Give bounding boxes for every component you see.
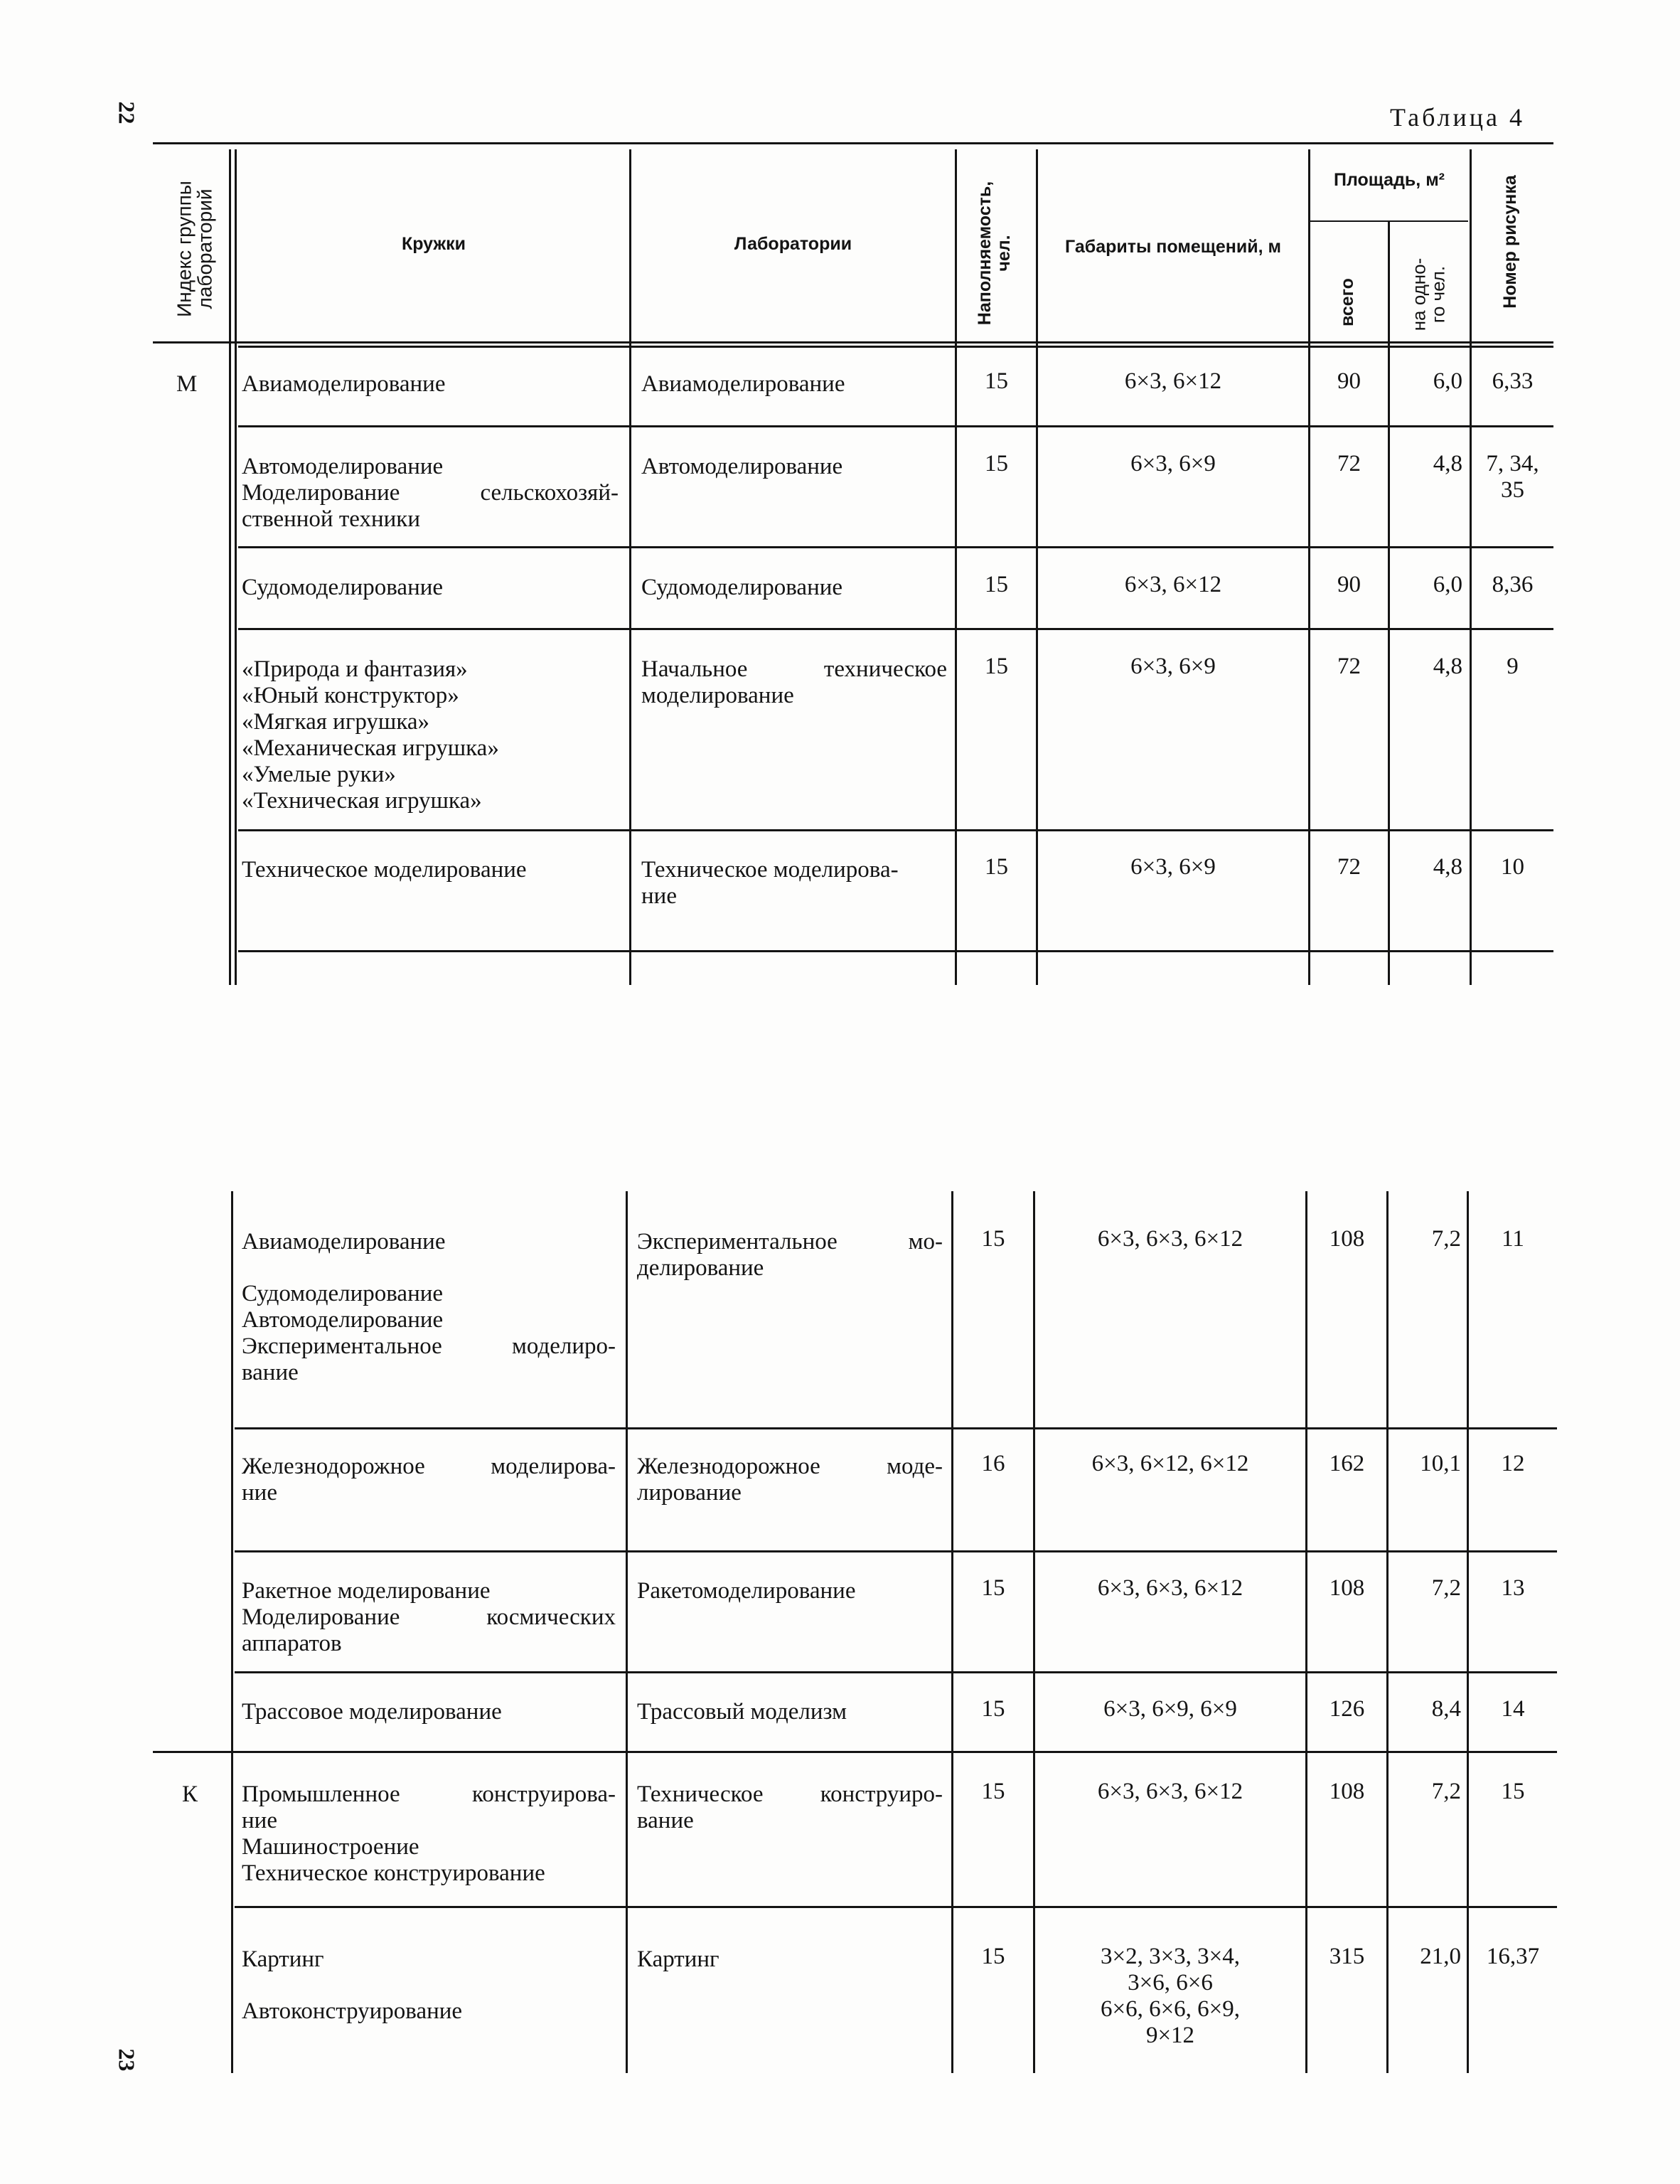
cell-clubs: Автомоделирование — [242, 454, 444, 479]
cell-sizes — [1038, 854, 1308, 880]
cell-sizes — [1038, 368, 1308, 395]
cell-clubs: Судомоделирование — [242, 1281, 444, 1306]
header-occupancy: Наполняемость, чел. — [975, 181, 1014, 326]
cell-lab: Техническое конструиро- — [637, 1781, 943, 1807]
header-labs: Лаборатории — [734, 234, 852, 254]
cell-clubs: «Юный конструктор» — [242, 683, 459, 708]
header-room-sizes: Габариты помещений, м — [1065, 237, 1281, 257]
cell-figure: 13 — [1501, 1575, 1525, 1601]
cell-figure — [1472, 368, 1553, 395]
cell-clubs: Машиностроение — [242, 1834, 419, 1860]
cell-occupancy: 15 — [981, 1575, 1005, 1601]
cell-clubs — [242, 1578, 616, 1657]
cell-clubs: «Умелые руки» — [242, 762, 396, 787]
cell-clubs: Ракетное моделирование — [242, 1578, 491, 1604]
cell-occupancy: 15 — [985, 654, 1008, 679]
cell-occupancy: 15 — [981, 1696, 1005, 1722]
cell-sizes: 6×3, 6×9, 6×9 — [1103, 1696, 1237, 1722]
cell-total: 315 — [1329, 1944, 1365, 1969]
cell-sizes — [1038, 572, 1308, 598]
cell-clubs: «Мягкая игрушка» — [242, 709, 430, 735]
cell-per-person: 4,8 — [1433, 854, 1462, 880]
cell-sizes: 3×6, 6×6 — [1128, 1970, 1213, 1996]
cell-sizes: 6×3, 6×9 — [1130, 854, 1216, 880]
cell-clubs — [242, 1973, 616, 1998]
cell-figure: 8,36 — [1492, 572, 1534, 597]
cell-occupancy: 15 — [981, 1779, 1005, 1804]
cell-per-person: 10,1 — [1420, 1451, 1461, 1476]
cell-figure: 14 — [1501, 1696, 1525, 1722]
cell-sizes: 6×3, 6×12, 6×12 — [1091, 1451, 1249, 1476]
cell-clubs — [242, 1946, 616, 2025]
cell-figure — [1472, 654, 1553, 680]
cell-clubs: Промышленное конструирова- — [242, 1781, 616, 1807]
cell-sizes — [1038, 654, 1308, 680]
page-number-top: 22 — [114, 101, 140, 124]
cell-sizes: 9×12 — [1145, 2023, 1195, 2048]
cell-clubs: «Природа и фантазия» — [242, 656, 468, 682]
cell-clubs — [242, 1255, 616, 1281]
cell-clubs — [242, 1229, 616, 1386]
cell-clubs: Моделирование космических — [242, 1604, 616, 1630]
cell-per-person: 6,0 — [1433, 368, 1462, 394]
cell-lab — [637, 1578, 943, 1604]
cell-sizes — [1035, 1696, 1305, 1722]
cell-lab: Ракетомоделирование — [637, 1578, 856, 1604]
cell-clubs: Техническое конструирование — [242, 1860, 545, 1886]
cell-sizes — [1035, 1451, 1305, 1477]
cell-clubs — [242, 371, 619, 398]
cell-total: 72 — [1337, 854, 1361, 880]
cell-clubs: Судомоделирование — [242, 575, 444, 600]
cell-sizes — [1035, 1944, 1305, 2049]
header-group-index: Индекс группы лабораторий — [173, 181, 216, 317]
table-caption: Таблица 4 — [1390, 103, 1525, 132]
cell-clubs: ние — [242, 1808, 277, 1833]
cell-clubs: Техническое моделирование — [242, 857, 527, 883]
cell-lab — [637, 1699, 943, 1725]
cell-lab: Техническое моделирова- — [641, 857, 899, 883]
cell-per-person: 7,2 — [1431, 1575, 1461, 1601]
cell-lab: Картинг — [637, 1946, 719, 1972]
cell-lab: Экспериментальное мо- — [637, 1229, 943, 1255]
cell-sizes: 6×3, 6×9 — [1130, 654, 1216, 679]
cell-per-person: 4,8 — [1433, 654, 1462, 679]
cell-per-person: 4,8 — [1433, 451, 1462, 476]
cell-sizes: 6×6, 6×6, 6×9, — [1100, 1996, 1241, 2022]
cell-clubs: вание — [242, 1360, 299, 1385]
cell-figure — [1469, 1779, 1557, 1805]
cell-clubs: Железнодорожное моделирова- — [242, 1454, 616, 1479]
cell-total: 90 — [1337, 572, 1361, 597]
cell-lab: Трассовый моделизм — [637, 1699, 847, 1725]
cell-occupancy: 15 — [985, 572, 1008, 597]
cell-clubs: ние — [242, 1480, 277, 1506]
cell-lab — [641, 575, 947, 601]
cell-figure — [1472, 854, 1553, 880]
cell-lab: вание — [637, 1808, 694, 1833]
cell-figure: 6,33 — [1492, 368, 1534, 394]
cell-clubs — [242, 454, 619, 533]
cell-figure: 12 — [1501, 1451, 1525, 1476]
cell-lab: делирование — [637, 1255, 764, 1281]
cell-sizes: 6×3, 6×3, 6×12 — [1097, 1226, 1243, 1252]
cell-sizes — [1038, 451, 1308, 477]
cell-clubs — [242, 1454, 616, 1506]
header-figure-number: Номер рисунка — [1500, 175, 1520, 309]
cell-per-person: 7,2 — [1431, 1226, 1461, 1252]
cell-total: 108 — [1329, 1226, 1365, 1252]
cell-sizes: 6×3, 6×3, 6×12 — [1097, 1575, 1243, 1601]
cell-clubs: Картинг — [242, 1946, 324, 1972]
cell-occupancy: 15 — [985, 854, 1008, 880]
cell-lab — [637, 1946, 943, 1973]
cell-figure — [1469, 1696, 1557, 1722]
cell-sizes: 3×2, 3×3, 3×4, — [1100, 1944, 1241, 1969]
group-index-m: М — [176, 371, 198, 397]
cell-clubs — [242, 1699, 616, 1725]
cell-sizes: 6×3, 6×9 — [1130, 451, 1216, 476]
cell-figure — [1469, 1451, 1557, 1477]
cell-total: 162 — [1329, 1451, 1365, 1476]
cell-figure — [1469, 1944, 1557, 1970]
cell-clubs: «Механическая игрушка» — [242, 735, 499, 761]
cell-figure: 16,37 — [1486, 1944, 1540, 1969]
cell-clubs: Моделирование сельскохозяй- — [242, 480, 619, 506]
header-area-per-person: на одно- го чел. — [1408, 257, 1449, 331]
cell-total: 126 — [1329, 1696, 1365, 1722]
cell-per-person: 6,0 — [1433, 572, 1462, 597]
cell-clubs: Автоконструирование — [242, 1998, 463, 2024]
cell-clubs — [242, 656, 619, 814]
cell-sizes — [1035, 1575, 1305, 1602]
cell-clubs: Трассовое моделирование — [242, 1699, 502, 1725]
cell-lab — [637, 1454, 943, 1506]
cell-total: 108 — [1329, 1779, 1365, 1804]
cell-occupancy: 15 — [981, 1944, 1005, 1969]
cell-per-person: 8,4 — [1431, 1696, 1461, 1722]
cell-total: 72 — [1337, 654, 1361, 679]
cell-lab — [641, 454, 947, 480]
cell-clubs: аппаратов — [242, 1631, 342, 1656]
cell-clubs — [242, 857, 619, 883]
cell-lab: Судомоделирование — [641, 575, 843, 600]
cell-occupancy: 16 — [981, 1451, 1005, 1476]
cell-figure: 9 — [1507, 654, 1519, 679]
cell-figure — [1472, 572, 1553, 598]
cell-figure: 10 — [1501, 854, 1524, 880]
cell-figure — [1472, 451, 1553, 504]
cell-lab: Начальное техническое — [641, 656, 947, 682]
cell-figure — [1469, 1226, 1557, 1252]
cell-occupancy: 15 — [985, 368, 1008, 394]
cell-total: 90 — [1337, 368, 1361, 394]
cell-lab: лирование — [637, 1480, 742, 1506]
cell-lab — [641, 656, 947, 709]
cell-lab: Железнодорожное моде- — [637, 1454, 943, 1479]
page-number-bottom: 23 — [114, 2048, 140, 2072]
cell-occupancy: 15 — [981, 1226, 1005, 1252]
cell-total: 72 — [1337, 451, 1361, 476]
cell-clubs: Автомоделирование — [242, 1307, 444, 1333]
cell-lab: моделирование — [641, 683, 794, 708]
cell-clubs: ственной техники — [242, 506, 420, 532]
cell-lab: ние — [641, 883, 677, 909]
cell-lab — [641, 857, 947, 910]
cell-clubs: Экспериментальное моделиро- — [242, 1333, 616, 1359]
cell-total: 108 — [1329, 1575, 1365, 1601]
cell-lab — [637, 1781, 943, 1834]
cell-figure: 15 — [1501, 1779, 1525, 1804]
cell-sizes: 6×3, 6×3, 6×12 — [1097, 1779, 1243, 1804]
cell-figure: 35 — [1501, 477, 1524, 503]
cell-clubs: Авиамоделирование — [242, 371, 446, 397]
cell-sizes — [1035, 1779, 1305, 1805]
cell-lab: Авиамоделирование — [641, 371, 845, 397]
header-clubs: Кружки — [401, 234, 466, 254]
cell-clubs: «Техническая игрушка» — [242, 788, 482, 814]
group-index-k: К — [182, 1781, 198, 1807]
cell-sizes — [1035, 1226, 1305, 1252]
cell-occupancy: 15 — [985, 451, 1008, 476]
cell-figure — [1469, 1575, 1557, 1602]
cell-sizes: 6×3, 6×12 — [1124, 572, 1222, 597]
header-area-total: всего — [1337, 278, 1357, 326]
cell-figure: 11 — [1502, 1226, 1524, 1252]
cell-lab — [637, 1229, 943, 1282]
cell-clubs — [242, 575, 619, 601]
cell-clubs — [242, 1781, 616, 1887]
cell-figure: 7, 34, — [1486, 451, 1539, 476]
cell-sizes: 6×3, 6×12 — [1124, 368, 1222, 394]
cell-lab — [641, 371, 947, 398]
cell-per-person: 21,0 — [1420, 1944, 1461, 1969]
cell-lab: Автомоделирование — [641, 454, 843, 479]
cell-per-person: 7,2 — [1431, 1779, 1461, 1804]
cell-clubs: Авиамоделирование — [242, 1229, 446, 1255]
header-area: Площадь, м² — [1333, 170, 1445, 190]
